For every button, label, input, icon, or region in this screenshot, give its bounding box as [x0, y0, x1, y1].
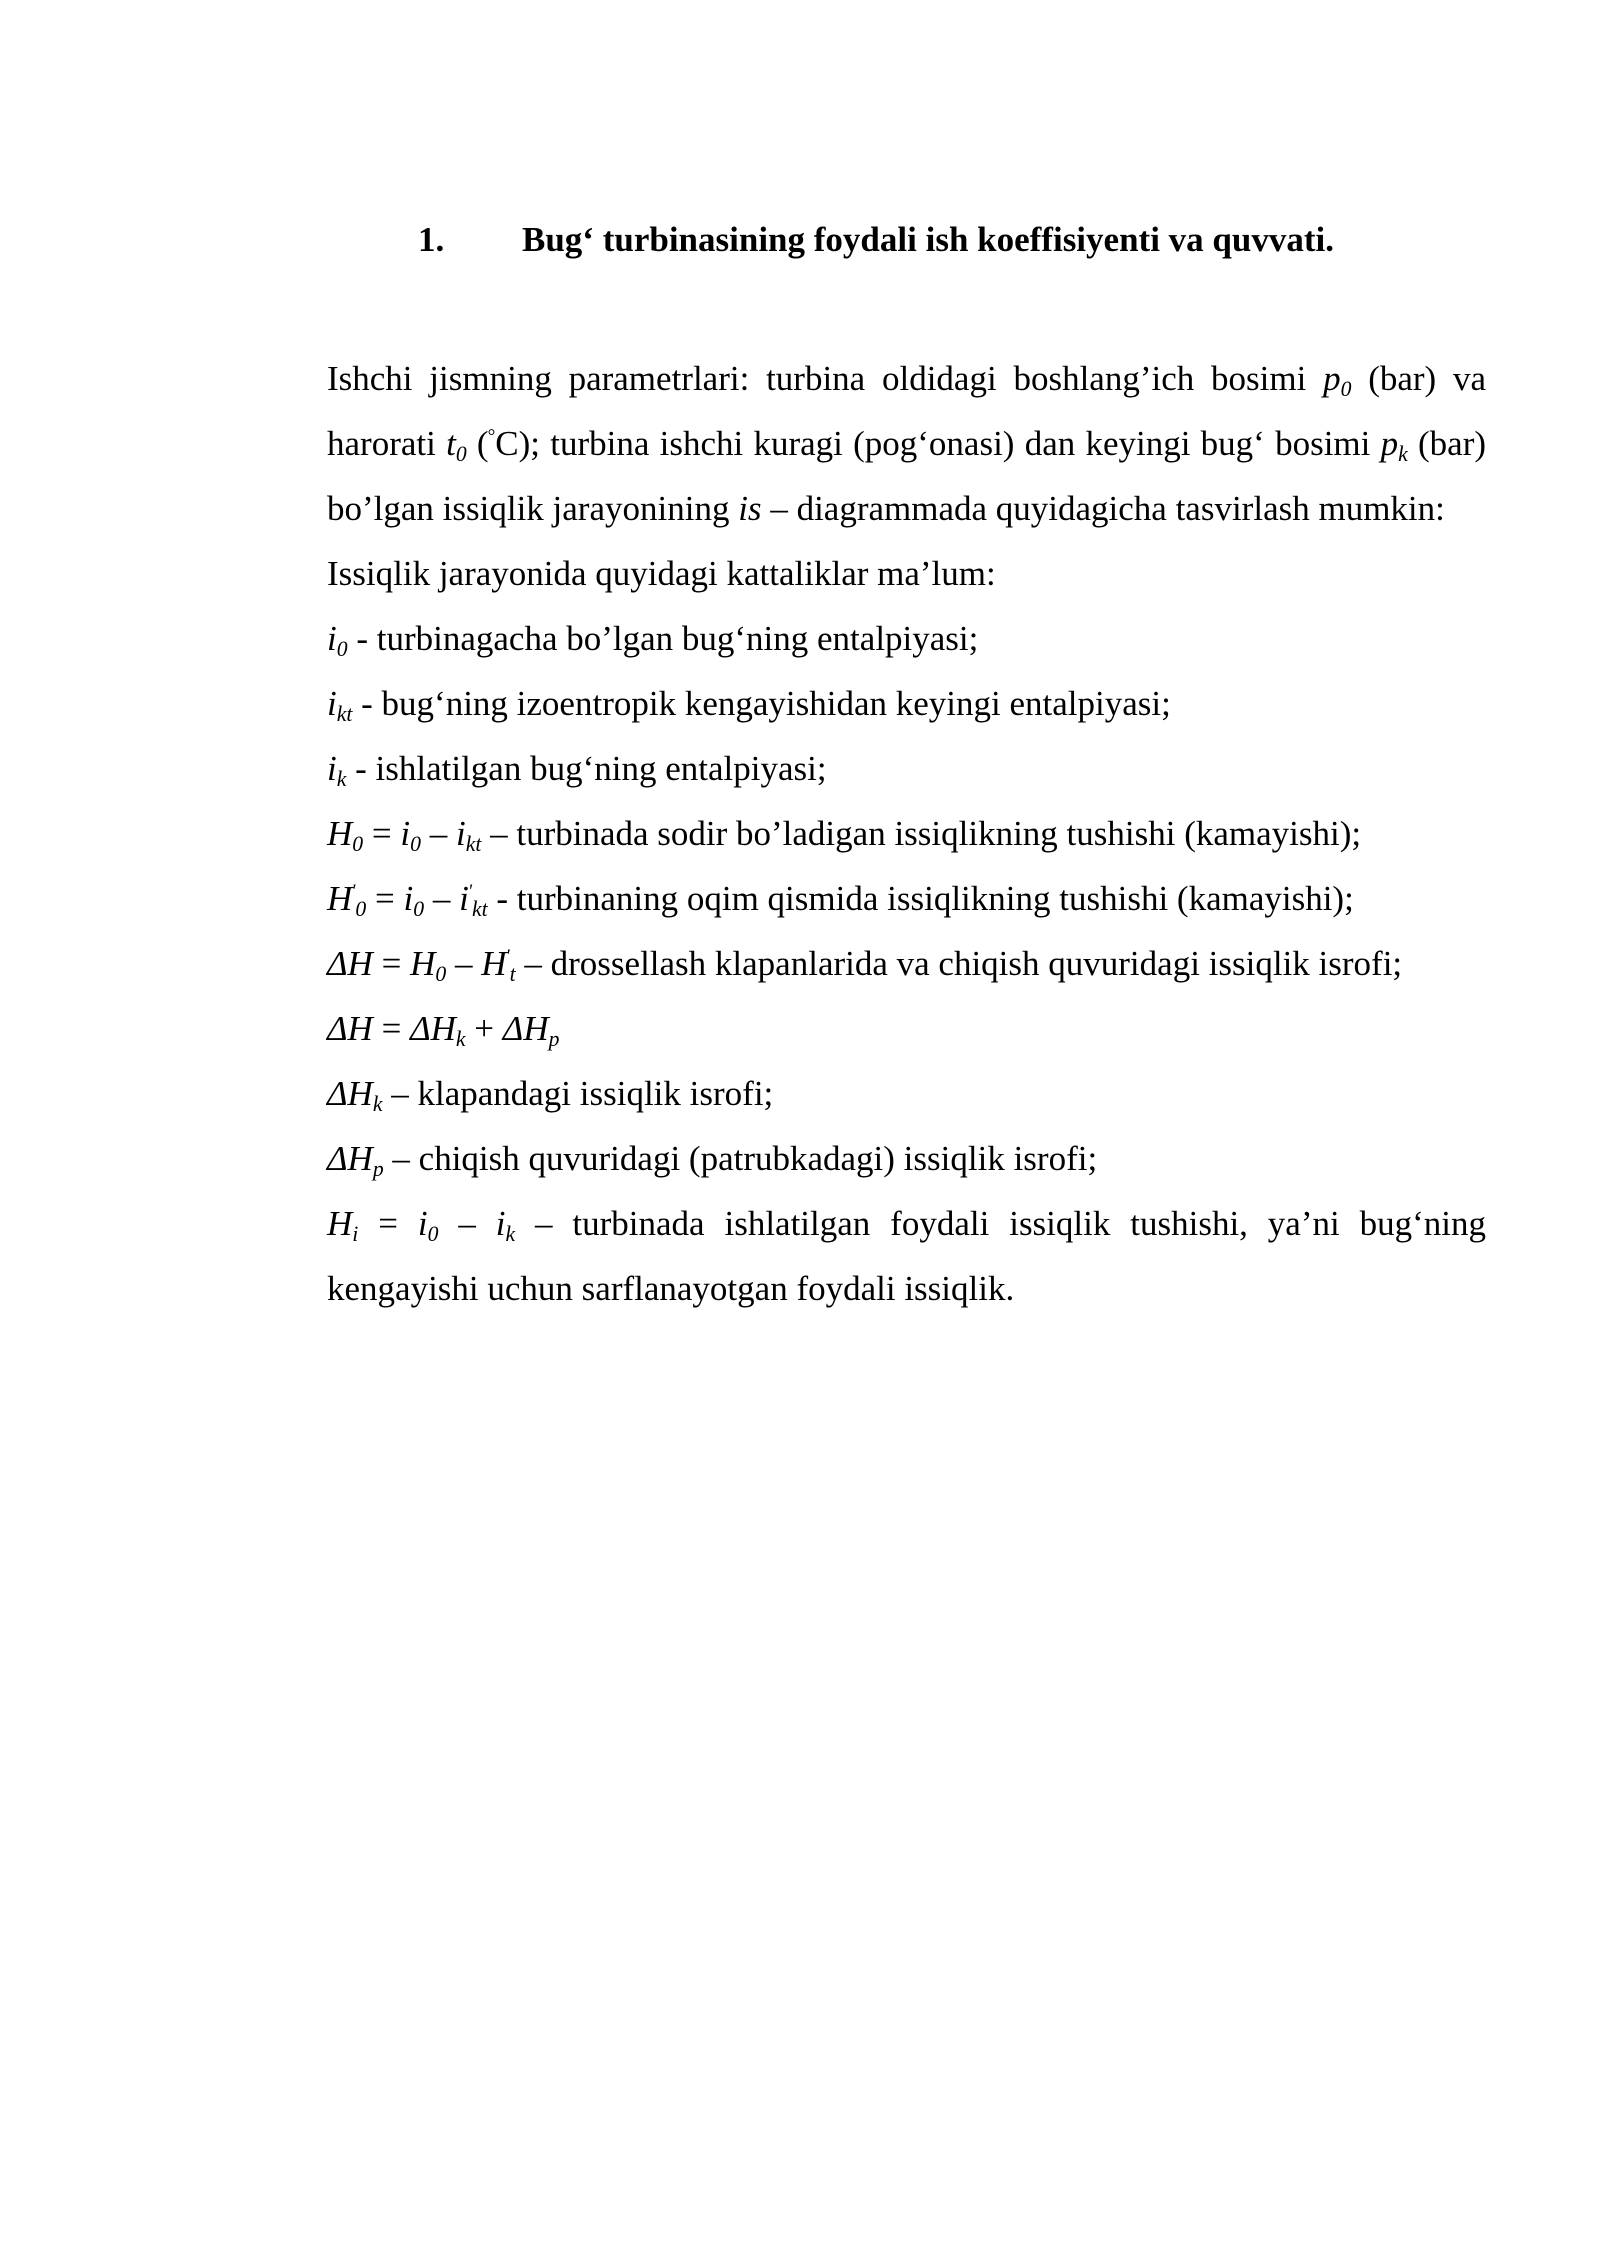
document-body	[230, 346, 1486, 1321]
symbol: H	[481, 944, 507, 983]
definition-text: – turbinada ishlatilgan foydali issiqlik tushishi, ya’ni bug‘ning kengayishi uchun sarflanayotgan foydali issiqlik.	[327, 1204, 1487, 1308]
symbol-pk: p	[1380, 424, 1399, 463]
definition-text: – chiqish quvuridagi (patrubkadagi) issiqlik isrofi;	[383, 1139, 1098, 1178]
text-run: (bar) va harorati	[327, 359, 1486, 463]
symbol: ΔH	[327, 1074, 373, 1113]
definition-text: – turbinada sodir bo’ladigan issiqlikning tushishi (kamayishi);	[481, 814, 1362, 853]
text-run: (bar) bo’lgan issiqlik jarayonining	[327, 424, 1487, 528]
symbol: i	[417, 1204, 428, 1243]
definition-ik	[230, 736, 1486, 801]
symbol: i	[327, 684, 337, 723]
text-run: C); turbina ishchi kuragi (pog‘onasi) dan keyingi bug‘ bosimi	[495, 424, 1381, 463]
subscript: 0	[455, 442, 467, 467]
definition-H0-prime	[230, 866, 1486, 931]
definition-text: - ishlatilgan bug‘ning entalpiyasi;	[346, 749, 827, 788]
symbol: H	[410, 944, 436, 983]
definition-Hi	[230, 1191, 1486, 1321]
text-run: (	[466, 424, 489, 463]
subscript: 0	[427, 1222, 439, 1247]
subscript: p	[548, 1027, 560, 1052]
operator: =	[358, 1204, 418, 1243]
definition-text: - turbinagacha bo’lgan bug‘ning entalpiyasi;	[347, 619, 979, 658]
section-number: 1.	[418, 220, 445, 259]
operator: –	[446, 944, 482, 983]
symbol: i	[459, 879, 469, 918]
formula-delta-H-sum	[230, 996, 1486, 1061]
subscript: k	[1398, 442, 1408, 467]
operator: =	[366, 879, 404, 918]
operator: –	[424, 879, 460, 918]
definition-H0	[230, 801, 1486, 866]
definition-text: – klapandagi issiqlik isrofi;	[382, 1074, 774, 1113]
operator: =	[372, 1009, 411, 1048]
subscript: 0	[413, 897, 425, 922]
subscript: 0	[352, 832, 364, 857]
subscript: k	[372, 1092, 383, 1117]
paragraph-known-quantities: Issiqlik jarayonida quyidagi kattaliklar ma’lum:	[327, 554, 996, 593]
symbol-t0: t	[446, 424, 456, 463]
symbol: i	[455, 814, 466, 853]
symbol: ΔH	[327, 944, 373, 983]
subscript: 0	[355, 897, 367, 922]
subscript: kt	[465, 832, 482, 857]
subscript: k	[336, 767, 347, 792]
text-run: Ishchi jismning parametrlari: turbina oldidagi boshlang’ich bosimi	[327, 359, 1324, 398]
subscript: kt	[471, 897, 488, 922]
subscript: kt	[336, 702, 353, 727]
prime: '	[505, 945, 510, 967]
operator: =	[372, 944, 411, 983]
prime: '	[351, 880, 356, 902]
symbol: ΔH	[410, 1009, 456, 1048]
subscript: k	[505, 1222, 516, 1247]
subscript: 0	[410, 832, 421, 857]
subscript: p	[372, 1157, 384, 1182]
subscript: 0	[1340, 377, 1352, 402]
definition-delta-H	[230, 931, 1486, 996]
symbol: i	[327, 749, 337, 788]
symbol: i	[400, 814, 411, 853]
symbol: ΔH	[327, 1009, 373, 1048]
symbol-is: is	[738, 489, 762, 528]
symbol: ΔH	[502, 1009, 549, 1048]
operator: –	[438, 1204, 496, 1243]
operator: =	[363, 814, 401, 853]
section-title: Bug‘ turbinasining foydali ish koeffisiyenti va quvvati.	[522, 220, 1334, 259]
definition-text: – drossellash klapanlarida va chiqish quvuridagi issiqlik isrofi;	[515, 944, 1403, 983]
subscript: i	[352, 1222, 359, 1247]
definition-delta-Hk	[230, 1061, 1486, 1126]
subscript: k	[455, 1027, 466, 1052]
definition-i0	[230, 606, 1486, 671]
definition-text: - turbinaning oqim qismida issiqlikning tushishi (kamayishi);	[487, 879, 1354, 918]
symbol: H	[327, 814, 353, 853]
symbol: i	[495, 1204, 506, 1243]
symbol: ΔH	[327, 1139, 373, 1178]
paragraph-intro	[230, 346, 1486, 541]
text-run: – diagrammada quyidagicha tasvirlash mumkin:	[761, 489, 1445, 528]
subscript: 0	[435, 962, 447, 987]
operator: –	[420, 814, 456, 853]
operator: +	[465, 1009, 503, 1048]
subscript: t	[509, 962, 516, 987]
subscript: 0	[336, 637, 348, 662]
symbol: H	[327, 879, 353, 918]
symbol-p0: p	[1323, 359, 1341, 398]
symbol: i	[327, 619, 337, 658]
definition-delta-Hp	[230, 1126, 1486, 1191]
definition-ikt	[230, 671, 1486, 736]
definition-text: - bug‘ning izoentropik kengayishidan keyingi entalpiyasi;	[352, 684, 1171, 723]
symbol: H	[327, 1204, 353, 1243]
degree-sign: °	[487, 425, 496, 447]
symbol: i	[403, 879, 414, 918]
prime: '	[467, 880, 472, 902]
